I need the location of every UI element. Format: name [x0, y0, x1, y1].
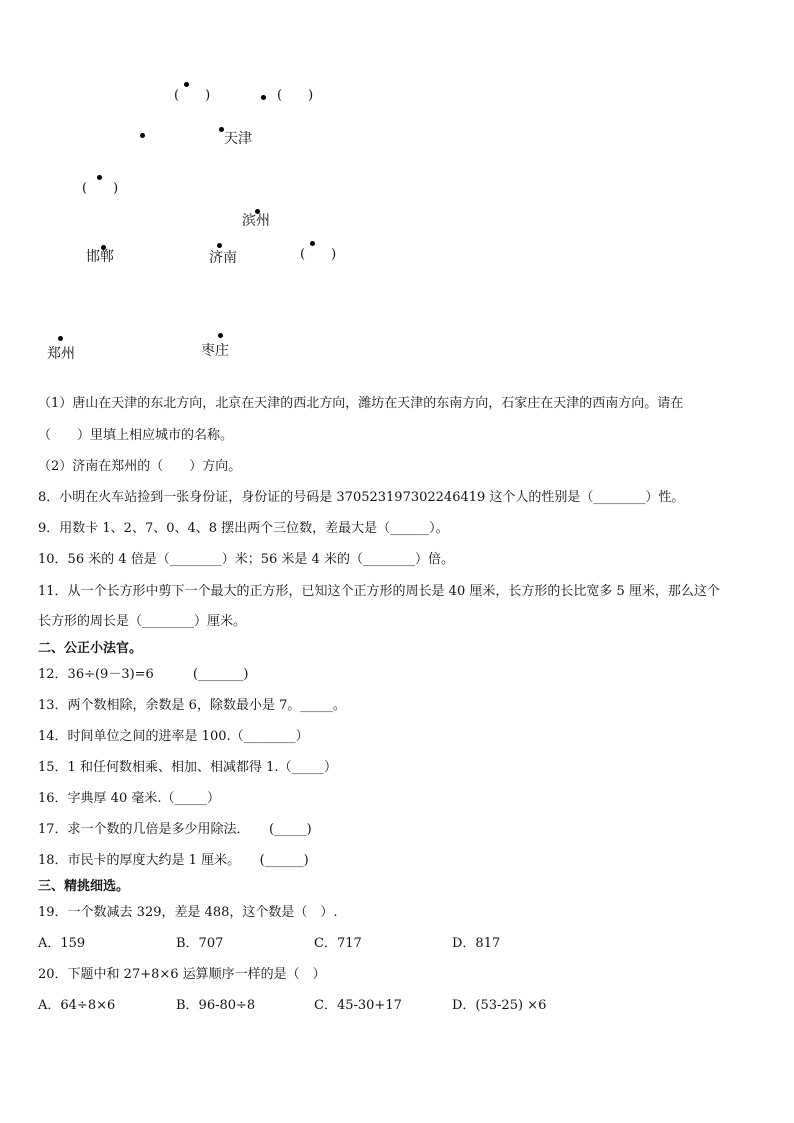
- question-20: 20．下题中和 27+8×6 运算顺序一样的是（ ）: [38, 967, 326, 982]
- question-12: 12．36÷(9－3)=6 (_______): [38, 667, 249, 682]
- question-19: 19．一个数减去 329，差是 488，这个数是（ ）.: [38, 905, 338, 920]
- section-heading-2: 二、公正小法官。: [38, 641, 143, 656]
- question-15: 15．1 和任何数相乘、相加、相减都得 1.（_____）: [38, 760, 337, 775]
- question-8: 8．小明在火车站捡到一张身份证，身份证的号码是 370523197302246419 这个人的性别是（________）性。: [38, 490, 685, 505]
- question-13: 13．两个数相除，余数是 6，除数最小是 7。_____。: [38, 698, 346, 713]
- city-dot: [261, 95, 266, 100]
- question-7-part1-line1: （1）唐山在天津的东北方向，北京在天津的西北方向，潍坊在天津的东南方向，石家庄在天津的西南方向。请在: [38, 396, 684, 411]
- option-c[interactable]: C．45-30+17: [314, 998, 402, 1013]
- question-14: 14．时间单位之间的进率是 100.（________）: [38, 729, 309, 744]
- city-dot-zaozhuang: [218, 333, 223, 338]
- city-dot: [97, 175, 102, 180]
- city-dot-jinan: [217, 243, 222, 248]
- city-dot-zhengzhou: [58, 336, 63, 341]
- city-blank: ( ): [174, 88, 211, 103]
- option-c[interactable]: C．717: [314, 936, 362, 951]
- city-label-jinan: 济南: [209, 250, 237, 266]
- question-9: 9．用数卡 1、2、7、0、4、8 摆出两个三位数，差最大是（______）。: [38, 521, 449, 536]
- city-blank: ( ): [300, 247, 337, 262]
- option-a[interactable]: A．159: [38, 936, 86, 951]
- option-a[interactable]: A．64÷8×6: [38, 998, 116, 1013]
- city-blank: ( ): [277, 88, 314, 103]
- question-18: 18．市民卡的厚度大约是 1 厘米。 (______): [38, 853, 309, 868]
- section-heading-3: 三、精挑细选。: [38, 879, 130, 894]
- city-label-tianjin: 天津: [224, 131, 252, 147]
- question-17: 17．求一个数的几倍是多少用除法． (_____): [38, 822, 312, 837]
- question-16: 16．字典厚 40 毫米.（_____）: [38, 791, 220, 806]
- city-label-binzhou: 滨州: [242, 213, 270, 229]
- question-11-line2: 长方形的周长是（________）厘米。: [38, 614, 247, 629]
- city-blank: ( ): [82, 181, 119, 196]
- city-dot: [310, 241, 315, 246]
- city-label-handan: 邯郸: [86, 249, 114, 265]
- option-b[interactable]: B．96-80÷8: [176, 998, 256, 1013]
- city-label-zaozhuang: 枣庄: [201, 343, 229, 359]
- question-7-part2: （2）济南在郑州的（ ）方向。: [38, 459, 242, 474]
- option-b[interactable]: B．707: [176, 936, 224, 951]
- city-label-zhengzhou: 郑州: [47, 346, 75, 362]
- question-11-line1: 11．从一个长方形中剪下一个最大的正方形，已知这个正方形的周长是 40 厘米，长方形的长比宽多 5 厘米，那么这个: [38, 584, 720, 599]
- question-7-part1-line2: （ ）里填上相应城市的名称。: [38, 428, 234, 443]
- option-d[interactable]: D．817: [452, 936, 501, 951]
- option-d[interactable]: D．(53-25) ×6: [452, 998, 547, 1013]
- city-dot: [140, 133, 145, 138]
- city-dot: [184, 82, 189, 87]
- question-10: 10．56 米的 4 倍是（________）米；56 米是 4 米的（________）倍。: [38, 552, 454, 567]
